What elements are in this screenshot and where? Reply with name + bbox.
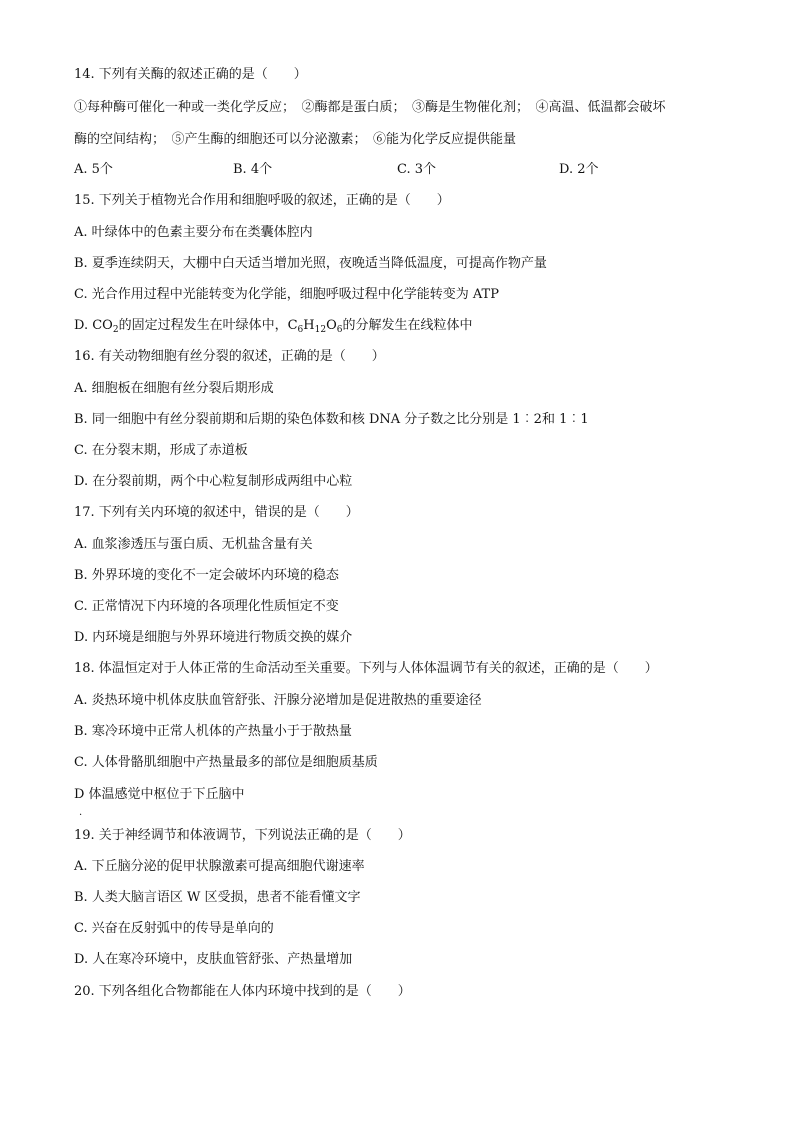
stray-mark: . bbox=[79, 807, 83, 818]
question-20-stem: 20. 下列各组化合物都能在人体内环境中找到的是（ ） bbox=[74, 984, 411, 999]
question-17-option-b[interactable]: B. 外界环境的变化不一定会破坏内环境的稳态 bbox=[74, 568, 339, 583]
question-19-option-b[interactable]: B. 人类大脑言语区 W 区受损，患者不能看懂文字 bbox=[74, 890, 361, 905]
option-c[interactable]: C. 3个 bbox=[397, 162, 437, 177]
question-15-option-d[interactable] bbox=[74, 317, 472, 335]
question-17-option-a[interactable]: A. 血浆渗透压与蛋白质、无机盐含量有关 bbox=[74, 537, 313, 552]
question-16-option-c[interactable]: C. 在分裂末期，形成了赤道板 bbox=[74, 443, 248, 458]
question-18-option-d[interactable]: D 体温感觉中枢位于下丘脑中 bbox=[74, 787, 245, 802]
option-d-text-h: H bbox=[303, 318, 315, 333]
subscript-2: 2 bbox=[112, 325, 119, 335]
question-16-option-b[interactable]: B. 同一细胞中有丝分裂前期和后期的染色体数和核 DNA 分子数之比分别是 1︰2和 1︰1 bbox=[74, 412, 589, 427]
option-b[interactable]: B. 4个 bbox=[233, 162, 273, 177]
question-18-option-c[interactable]: C. 人体骨骼肌细胞中产热量最多的部位是细胞质基质 bbox=[74, 755, 378, 770]
question-19-option-d[interactable]: D. 人在寒冷环境中，皮肤血管舒张、产热量增加 bbox=[74, 952, 353, 967]
question-15-option-b[interactable]: B. 夏季连续阴天，大棚中白天适当增加光照，夜晚适当降低温度，可提高作物产量 bbox=[74, 256, 547, 271]
question-18-option-b[interactable]: B. 寒冷环境中正常人机体的产热量小于于散热量 bbox=[74, 724, 352, 739]
subscript-6: 6 bbox=[297, 325, 304, 335]
question-18-stem: 18. 体温恒定对于人体正常的生命活动至关重要。下列与人体体温调节有关的叙述，正确的是（ ） bbox=[74, 661, 658, 676]
option-d-text-1: D. CO bbox=[74, 318, 113, 333]
question-18-option-a[interactable]: A. 炎热环境中机体皮肤血管舒张、汗腺分泌增加是促进散热的重要途径 bbox=[74, 693, 482, 708]
question-19-option-c[interactable]: C. 兴奋在反射弧中的传导是单向的 bbox=[74, 921, 274, 936]
question-17-stem: 17. 下列有关内环境的叙述中，错误的是（ ） bbox=[74, 505, 359, 520]
question-17-option-d[interactable]: D. 内环境是细胞与外界环境进行物质交换的媒介 bbox=[74, 630, 353, 645]
question-16-option-a[interactable]: A. 细胞板在细胞有丝分裂后期形成 bbox=[74, 381, 274, 396]
option-d-text-o: O bbox=[326, 318, 337, 333]
question-15-option-a[interactable]: A. 叶绿体中的色素主要分布在类囊体腔内 bbox=[74, 225, 313, 240]
question-16-option-d[interactable]: D. 在分裂前期，两个中心粒复制形成两组中心粒 bbox=[74, 474, 353, 489]
option-d[interactable]: D. 2个 bbox=[559, 162, 599, 177]
question-16-stem: 16. 有关动物细胞有丝分裂的叙述，正确的是（ ） bbox=[74, 349, 385, 364]
question-19-stem: 19. 关于神经调节和体液调节，下列说法正确的是（ ） bbox=[74, 828, 411, 843]
option-d-text-3: 的分解发生在线粒体中 bbox=[342, 318, 473, 333]
question-14-stem: 14. 下列有关酶的叙述正确的是（ ） bbox=[74, 67, 307, 82]
subscript-12: 12 bbox=[314, 325, 327, 335]
question-14-statements-line-2: 酶的空间结构； ⑤产生酶的细胞还可以分泌激素； ⑥能为化学反应提供能量 bbox=[74, 132, 517, 147]
option-d-text-2: 的固定过程发生在叶绿体中，C bbox=[118, 318, 298, 333]
question-15-option-c[interactable]: C. 光合作用过程中光能转变为化学能，细胞呼吸过程中化学能转变为 ATP bbox=[74, 287, 499, 302]
question-14-options bbox=[74, 161, 734, 179]
question-14-statements-line-1: ①每种酶可催化一种或一类化学反应； ②酶都是蛋白质； ③酶是生物催化剂； ④高温、低温都会破坏 bbox=[74, 100, 666, 115]
option-a[interactable]: A. 5个 bbox=[74, 162, 113, 177]
subscript-6b: 6 bbox=[336, 325, 343, 335]
question-19-option-a[interactable]: A. 下丘脑分泌的促甲状腺激素可提高细胞代谢速率 bbox=[74, 859, 365, 874]
question-15-stem: 15. 下列关于植物光合作用和细胞呼吸的叙述，正确的是（ ） bbox=[74, 193, 450, 208]
question-17-option-c[interactable]: C. 正常情况下内环境的各项理化性质恒定不变 bbox=[74, 599, 339, 614]
